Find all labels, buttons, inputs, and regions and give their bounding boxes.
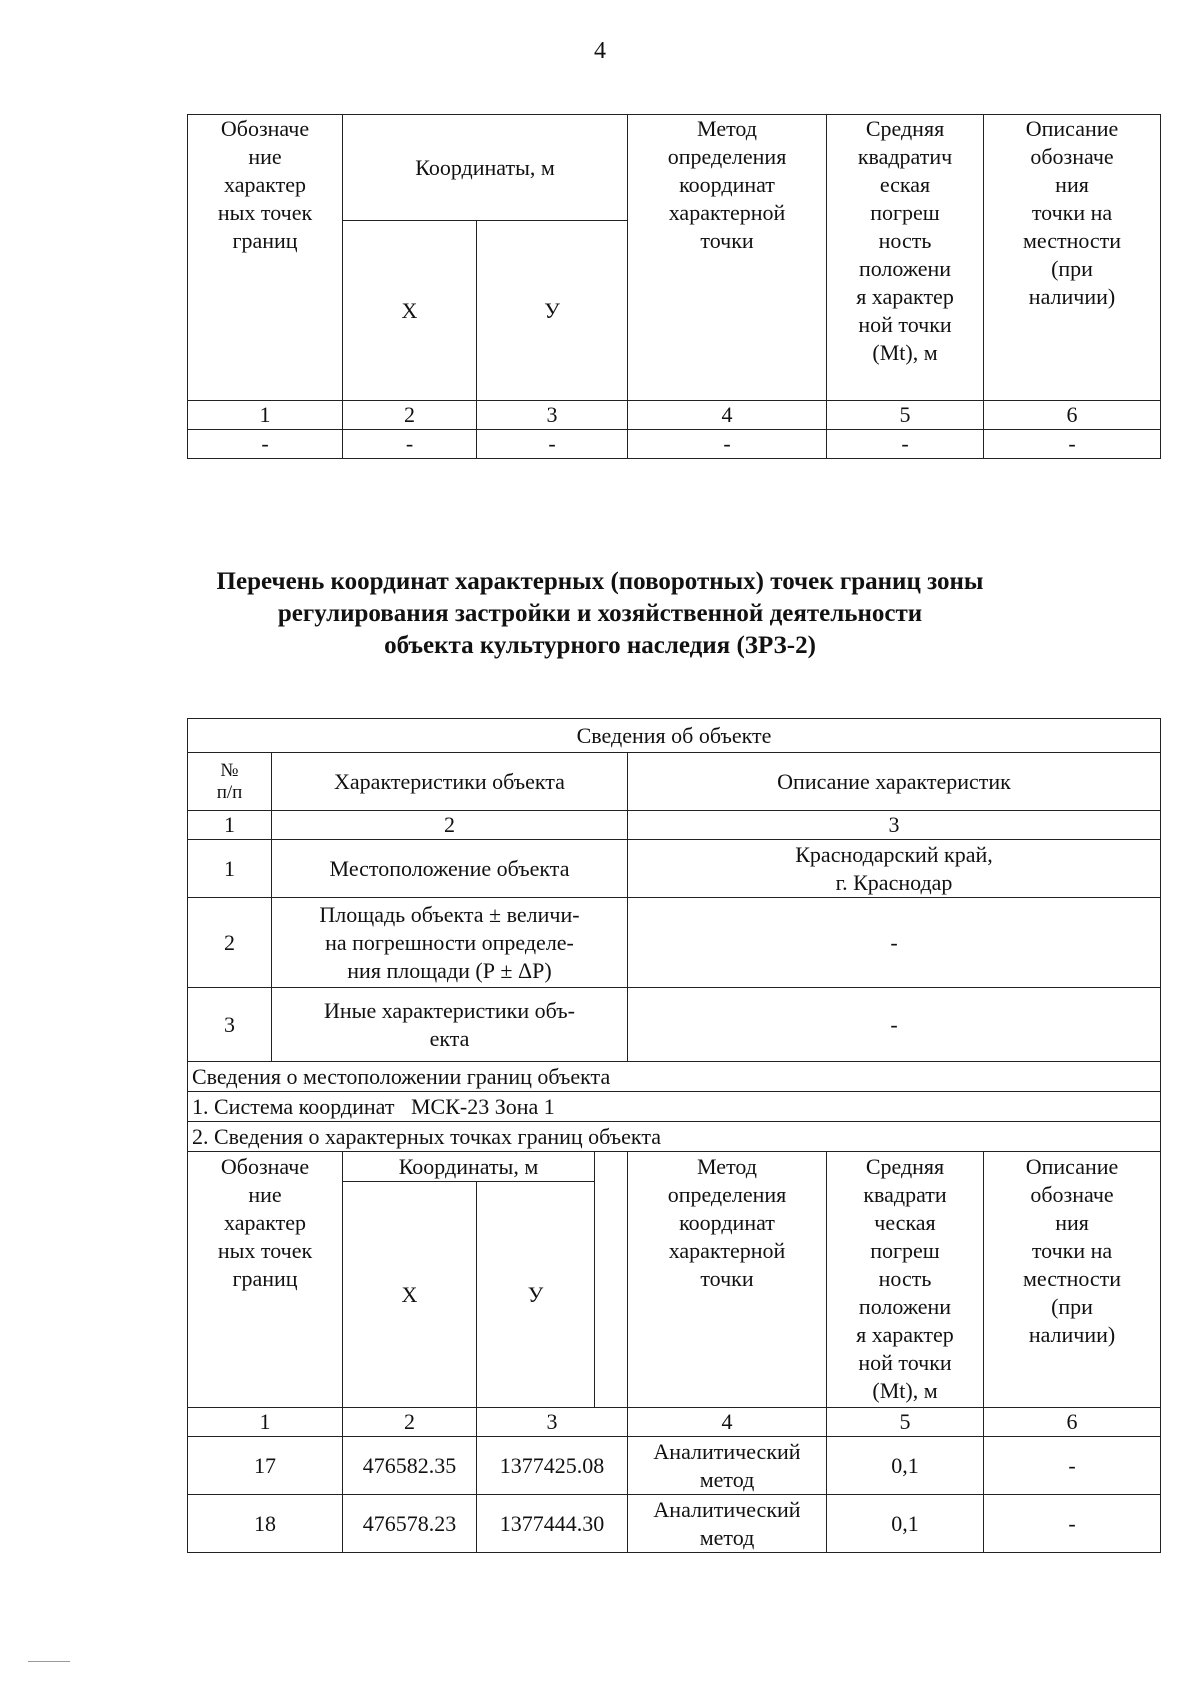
point-x: 476582.35 — [343, 1437, 477, 1495]
header-method: Метод определения координат характерной точки — [628, 115, 827, 401]
points-header-y: У — [477, 1182, 595, 1408]
column-number: 1 — [188, 811, 272, 840]
header-x: X — [343, 221, 477, 401]
points-header-description: Описание обозначе ния точки на местности (при наличии) — [984, 1152, 1161, 1408]
boundary-points-table-continued — [187, 114, 1161, 459]
table-cell: - — [827, 430, 984, 459]
info-num: 3 — [188, 988, 272, 1062]
point-y: 1377444.30 — [477, 1495, 628, 1553]
column-number: 6 — [984, 401, 1161, 430]
point-y: 1377425.08 — [477, 1437, 628, 1495]
table-cell: - — [188, 430, 343, 459]
point-error: 0,1 — [827, 1495, 984, 1553]
table-row — [188, 1437, 1161, 1495]
scan-artifact-line — [28, 1661, 70, 1662]
location-title: Сведения о местоположении границ объекта — [188, 1062, 1161, 1092]
section-heading — [0, 566, 1200, 662]
table-row — [188, 430, 1161, 459]
points-title: 2. Сведения о характерных точках границ объекта — [188, 1122, 1161, 1152]
table-cell: - — [984, 430, 1161, 459]
info-description: - — [628, 898, 1161, 988]
column-number: 2 — [272, 811, 628, 840]
points-header-x: X — [343, 1182, 477, 1408]
table-cell: - — [343, 430, 477, 459]
column-number: 3 — [628, 811, 1161, 840]
info-column-numbers-row — [188, 811, 1161, 840]
column-number: 1 — [188, 401, 343, 430]
point-method: Аналитический метод — [628, 1495, 827, 1553]
points-column-numbers-row — [188, 1408, 1161, 1437]
info-header-characteristic: Характеристики объекта — [272, 753, 628, 811]
point-method: Аналитический метод — [628, 1437, 827, 1495]
table-cell: - — [477, 430, 628, 459]
column-number: 5 — [827, 1408, 984, 1437]
info-characteristic: Иные характеристики объ- екта — [272, 988, 628, 1062]
info-row — [188, 840, 1161, 898]
object-info-title: Сведения об объекте — [188, 719, 1161, 753]
point-id: 18 — [188, 1495, 343, 1553]
column-number: 6 — [984, 1408, 1161, 1437]
heading-line: регулирования застройки и хозяйственной деятельности — [277, 600, 923, 627]
header-y: У — [477, 221, 628, 401]
header-designation: Обозначе ние характер ных точек границ — [188, 115, 343, 401]
header-description: Описание обозначе ния точки на местности (при наличии) — [984, 115, 1161, 401]
object-info-table — [187, 718, 1161, 1553]
info-row — [188, 988, 1161, 1062]
coordinate-system: 1. Система координат МСК-23 Зона 1 — [188, 1092, 1161, 1122]
info-num: 2 — [188, 898, 272, 988]
info-num: 1 — [188, 840, 272, 898]
column-number: 4 — [628, 401, 827, 430]
info-characteristic: Площадь объекта ± величи- на погрешности определе- ния площади (Р ± ΔР) — [272, 898, 628, 988]
header-spacer — [595, 1152, 628, 1408]
points-header-designation: Обозначе ние характер ных точек границ — [188, 1152, 343, 1408]
table-cell: - — [628, 430, 827, 459]
info-characteristic: Местоположение объекта — [272, 840, 628, 898]
table-row — [188, 1495, 1161, 1553]
point-id: 17 — [188, 1437, 343, 1495]
column-number: 5 — [827, 401, 984, 430]
points-header-coordinates: Координаты, м — [343, 1152, 595, 1182]
column-number: 2 — [343, 401, 477, 430]
info-header-num: № п/п — [188, 753, 272, 811]
column-number: 2 — [343, 1408, 477, 1437]
page-number: 4 — [594, 38, 606, 64]
column-number: 4 — [628, 1408, 827, 1437]
heading-line: объекта культурного наследия (ЗРЗ-2) — [384, 632, 816, 659]
header-coordinates: Координаты, м — [343, 115, 628, 221]
points-header-error: Средняя квадрати ческая погреш ность положени я характер ной точки (Mt), м — [827, 1152, 984, 1408]
info-row — [188, 898, 1161, 988]
heading-line: Перечень координат характерных (поворотных) точек границ зоны — [216, 568, 984, 595]
point-error: 0,1 — [827, 1437, 984, 1495]
column-number: 3 — [477, 1408, 628, 1437]
point-x: 476578.23 — [343, 1495, 477, 1553]
column-numbers-row — [188, 401, 1161, 430]
info-description: Краснодарский край, г. Краснодар — [628, 840, 1161, 898]
point-description: - — [984, 1437, 1161, 1495]
info-description: - — [628, 988, 1161, 1062]
point-description: - — [984, 1495, 1161, 1553]
column-number: 1 — [188, 1408, 343, 1437]
column-number: 3 — [477, 401, 628, 430]
header-error: Средняя квадратич еская погреш ность положени я характер ной точки (Mt), м — [827, 115, 984, 401]
info-header-description: Описание характеристик — [628, 753, 1161, 811]
points-header-method: Метод определения координат характерной точки — [628, 1152, 827, 1408]
